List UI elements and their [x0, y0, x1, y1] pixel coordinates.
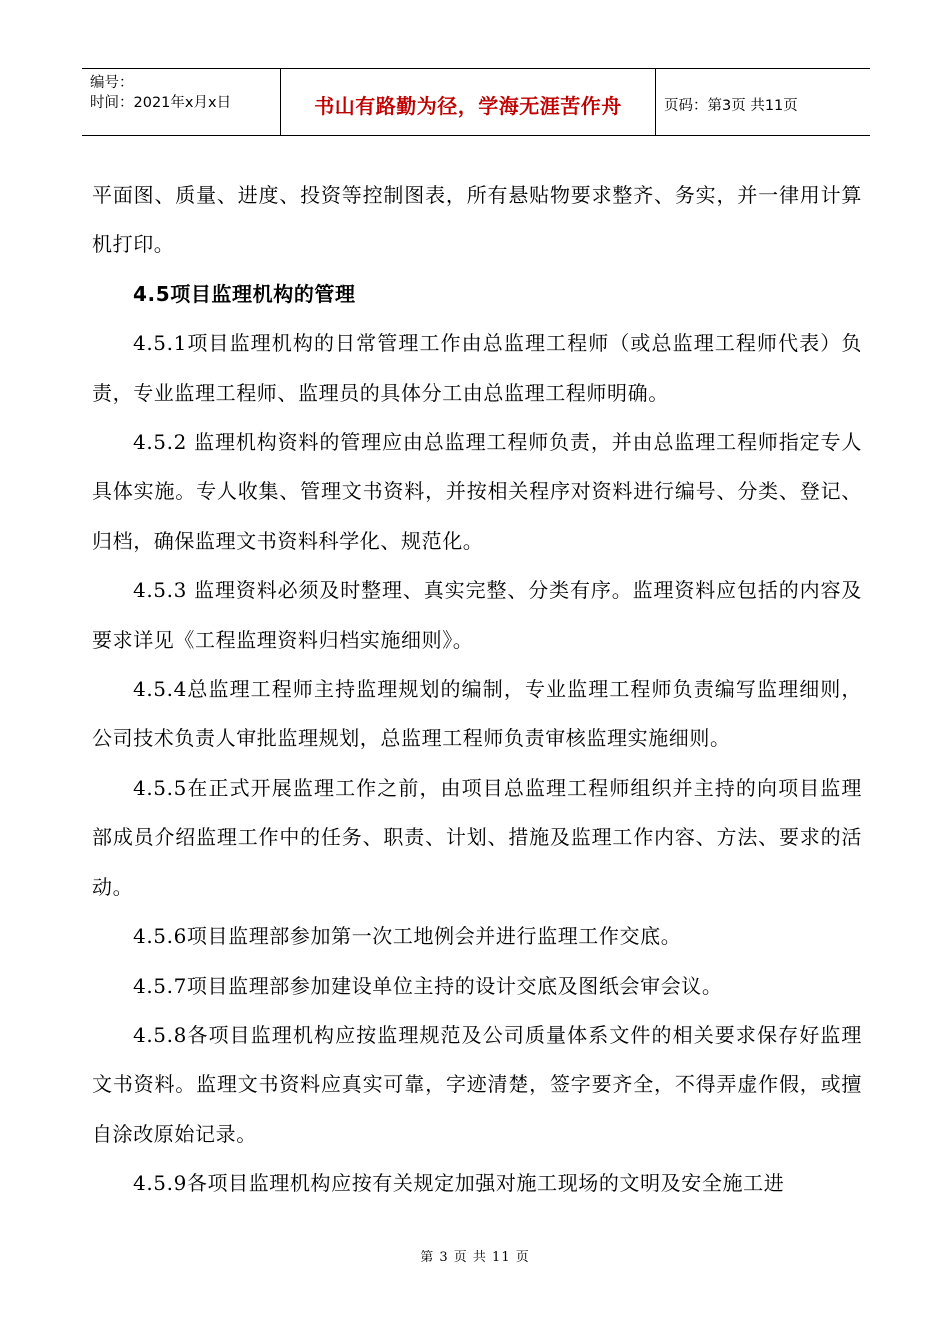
paragraph-4-5-9: 4.5.9各项目监理机构应按有关规定加强对施工现场的文明及安全施工进: [133, 1171, 785, 1196]
paragraph-4-5-7: 4.5.7项目监理部参加建设单位主持的设计交底及图纸会审会议。: [133, 973, 723, 998]
paragraph-4-5-8: 4.5.8各项目监理机构应按监理规范及公司质量体系文件的相关要求保存好监理文书资料。监理文书资料应真实可靠，字迹清楚，签字要齐全，不得弄虚作假，或擅自涂改原始记录。: [92, 1022, 862, 1146]
paragraph-4-5-5: 4.5.5在正式开展监理工作之前，由项目总监理工程师组织并主持的向项目监理部成员介绍监理工作中的任务、职责、计划、措施及监理工作内容、方法、要求的活动。: [92, 775, 862, 899]
header-page-info: 页码：第3页 共11页: [664, 97, 798, 114]
page-footer: 第 3 页 共 11 页: [420, 1250, 530, 1265]
document-body: [92, 171, 862, 1209]
page-header: [82, 68, 870, 136]
paragraph-4-5-4: 4.5.4总监理工程师主持监理规划的编制，专业监理工程师负责编写监理细则，公司技术负责人审批监理规划，总监理工程师负责审核监理实施细则。: [92, 677, 862, 751]
header-motto: 书山有路勤为径，学海无涯苦作舟: [281, 69, 656, 135]
paragraph-4-5-2: 4.5.2 监理机构资料的管理应由总监理工程师负责，并由总监理工程师指定专人具体实施。专人收集、管理文书资料，并按相关程序对资料进行编号、分类、登记、归档，确保监理文书资料科学化、规范化。: [92, 430, 862, 553]
document-date: 时间：2021年x月x日: [90, 95, 232, 111]
header-meta-cell: [82, 69, 281, 135]
paragraph-4-5-1: 4.5.1项目监理机构的日常管理工作由总监理工程师（或总监理工程师代表）负责，专业监理工程师、监理员的具体分工由总监理工程师明确。: [92, 331, 862, 405]
paragraph-4-5-3: 4.5.3 监理资料必须及时整理、真实完整、分类有序。监理资料应包括的内容及要求详见《工程监理资料归档实施细则》。: [92, 578, 862, 652]
document-number-label: 编号：: [90, 75, 134, 91]
paragraph-continuation: 平面图、质量、进度、投资等控制图表，所有悬贴物要求整齐、务实，并一律用计算机打印。: [92, 183, 862, 257]
paragraph-4-5-6: 4.5.6项目监理部参加第一次工地例会并进行监理工作交底。: [133, 924, 682, 949]
section-heading: 4.5项目监理机构的管理: [133, 281, 356, 306]
